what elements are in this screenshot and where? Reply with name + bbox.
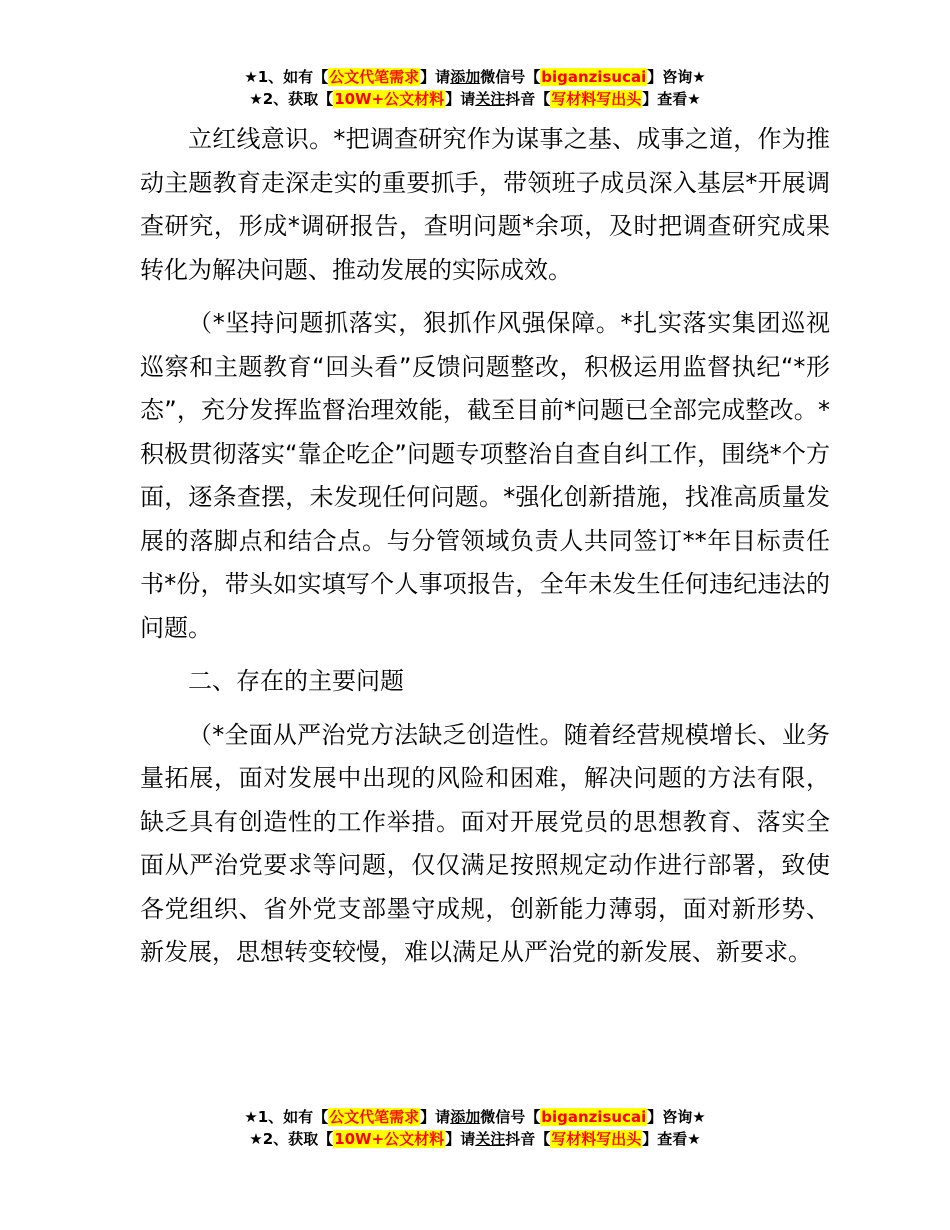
banner-highlight: biganzisucai <box>541 68 647 86</box>
banner-text: 】查看★ <box>642 1130 701 1148</box>
banner-underline: 关注 <box>475 1130 506 1148</box>
banner-underline: 关注 <box>475 90 506 108</box>
banner-line-1 <box>0 1106 950 1128</box>
banner-text: 】请 <box>420 1108 451 1126</box>
paragraph: （*坚持问题抓落实，狠抓作风强保障。*扎实落实集团巡视巡察和主题教育“回头看”反馈问题整改，积极运用监督执纪“*形态”，充分发挥监督治理效能，截至目前*问题已全部完成整改。*积极贯彻落实“靠企吃企”问题专项整治自查自纠工作，围绕*个方面，逐条查摆，未发现任何问题。*强化创新措施，找准高质量发展的落脚点和结合点。与分管领域负责人共同签订**年目标责任书*份，带头如实填写个人事项报告，全年未发生任何违纪违法的问题。 <box>140 309 830 642</box>
banner-text: 微信号【 <box>480 1108 541 1126</box>
banner-text: ★1、如有【 <box>244 68 329 86</box>
banner-text: 微信号【 <box>480 68 541 86</box>
banner-text: 抖音【 <box>505 90 551 108</box>
banner-line-2 <box>0 88 950 110</box>
banner-text: 抖音【 <box>505 1130 551 1148</box>
banner-line-2 <box>0 1128 950 1150</box>
banner-line-1 <box>0 66 950 88</box>
footer-banner <box>0 1106 950 1150</box>
banner-text: ★2、获取【 <box>249 90 334 108</box>
banner-text: ★1、如有【 <box>244 1108 329 1126</box>
banner-highlight: 公文代笔需求 <box>329 1108 420 1126</box>
banner-highlight: 写材料写出头 <box>551 90 642 108</box>
banner-text: 】请 <box>445 90 476 108</box>
banner-highlight: biganzisucai <box>541 1108 647 1126</box>
document-body <box>140 118 830 985</box>
banner-text: ★2、获取【 <box>249 1130 334 1148</box>
section-heading: 二、存在的主要问题 <box>188 667 404 695</box>
banner-underline: 添加 <box>450 1108 481 1126</box>
banner-text: 】查看★ <box>642 90 701 108</box>
banner-underline: 添加 <box>450 68 481 86</box>
header-banner <box>0 66 950 110</box>
banner-text: 】请 <box>445 1130 476 1148</box>
banner-text: 】咨询★ <box>647 68 706 86</box>
banner-text: 】咨询★ <box>647 1108 706 1126</box>
banner-highlight: 10W+公文材料 <box>334 90 445 108</box>
banner-highlight: 10W+公文材料 <box>334 1130 445 1148</box>
banner-highlight: 公文代笔需求 <box>329 68 420 86</box>
banner-text: 】请 <box>420 68 451 86</box>
banner-highlight: 写材料写出头 <box>551 1130 642 1148</box>
paragraph: 立红线意识。*把调查研究作为谋事之基、成事之道，作为推动主题教育走深走实的重要抓手，带领班子成员深入基层*开展调查研究，形成*调研报告，查明问题*余项，及时把调查研究成果转化为解决问题、推动发展的实际成效。 <box>140 125 830 284</box>
paragraph: （*全面从严治党方法缺乏创造性。随着经营规模增长、业务量拓展，面对发展中出现的风险和困难，解决问题的方法有限，缺乏具有创造性的工作举措。面对开展党员的思想教育、落实全面从严治党要求等问题，仅仅满足按照规定动作进行部署，致使各党组织、省外党支部墨守成规，创新能力薄弱，面对新形势、新发展，思想转变较慢，难以满足从严治党的新发展、新要求。 <box>140 720 830 966</box>
